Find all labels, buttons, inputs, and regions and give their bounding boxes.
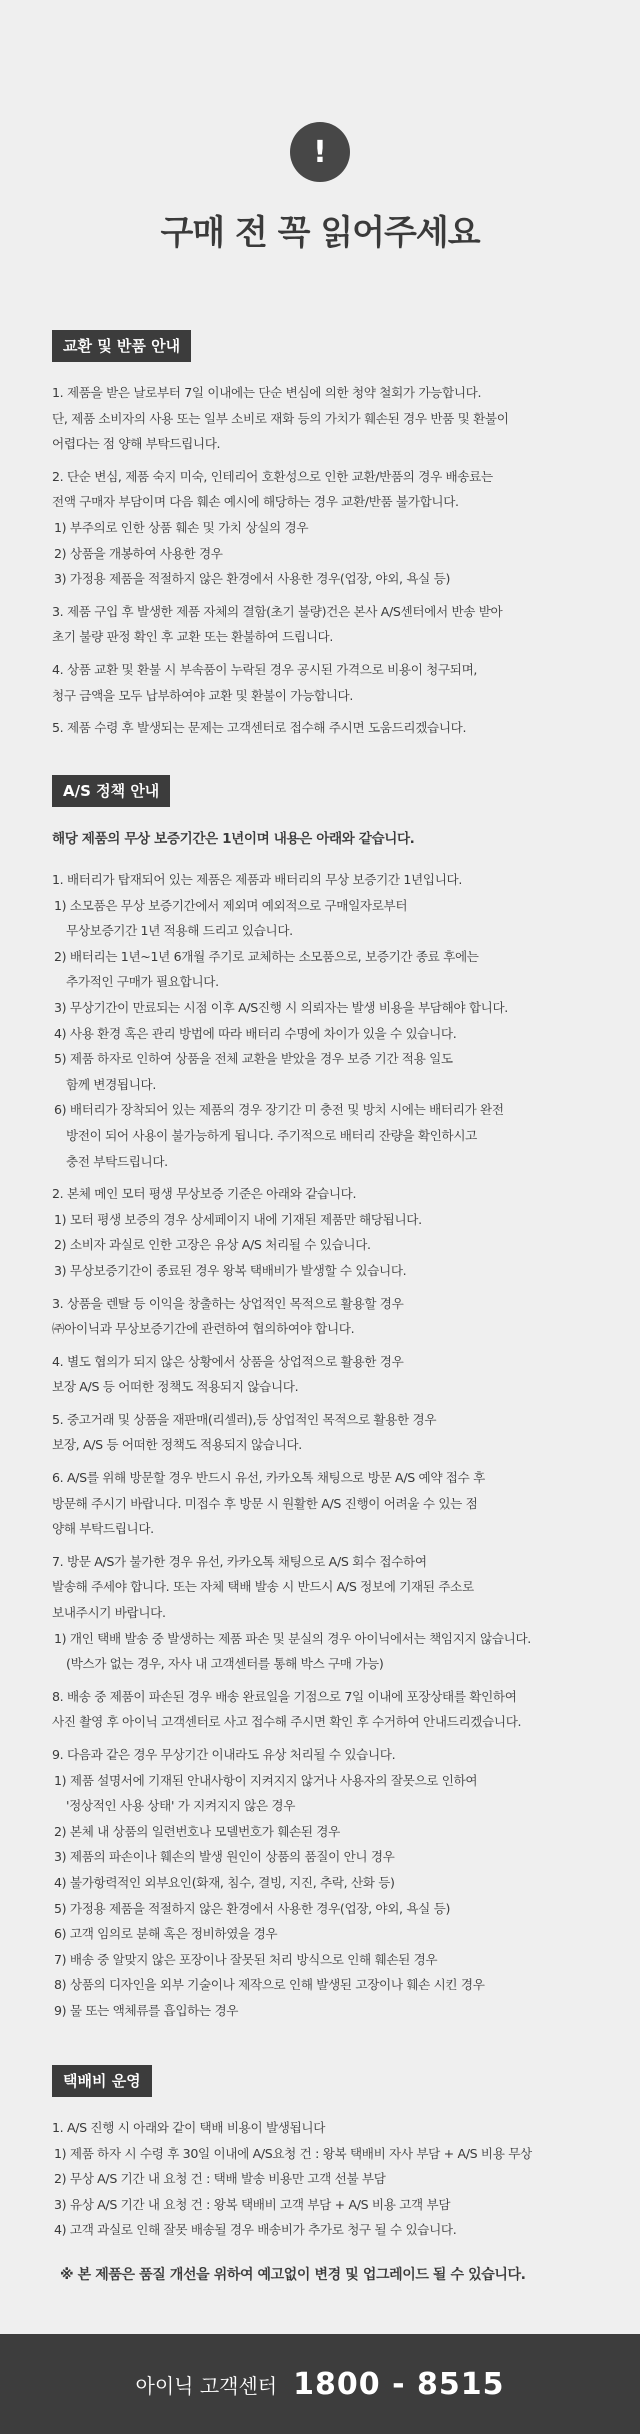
text-line: 1. 배터리가 탑재되어 있는 제품은 제품과 배터리의 무상 보증기간 1년입니다. (52, 872, 462, 887)
text-line: 5. 제품 수령 후 발생되는 문제는 고객센터로 접수해 주시면 도움드리겠습니다. (52, 720, 467, 736)
text-line: 2) 무상 A/S 기간 내 요청 건 : 택배 발송 비용만 고객 선불 부담 (54, 2171, 386, 2187)
paragraph-gap (52, 1400, 612, 1407)
text-line: 3) 무상보증기간이 종료된 경우 왕복 택배비가 발생할 수 있습니다. (54, 1262, 407, 1278)
text-line: 어렵다는 점 양해 부탁드립니다. (52, 436, 221, 452)
text-line: (박스가 없는 경우, 자사 내 고객센터를 통해 박스 구매 가능) (66, 1656, 384, 1672)
paragraph-gap (52, 1735, 612, 1742)
as-policy-heading: A/S 정책 안내 (52, 775, 170, 807)
exchange-section (52, 330, 612, 741)
text-line: 추가적인 구매가 필요합니다. (66, 974, 219, 990)
paragraph-gap (52, 1458, 612, 1465)
text-line: 6. A/S를 위해 방문할 경우 반드시 유선, 카카오톡 채팅으로 방문 A/S 예약 접수 후 (52, 1470, 485, 1486)
paragraph-gap (52, 708, 612, 715)
text-line: 8) 상품의 디자인을 외부 기술이나 제작으로 인해 발생된 고장이나 훼손 시킨 경우 (54, 1977, 485, 1993)
paragraph-gap (52, 592, 612, 599)
text-line: 9. 다음과 같은 경우 무상기간 이내라도 유상 처리될 수 있습니다. (52, 1747, 396, 1762)
text-line: 5) 제품 하자로 인하여 상품을 전체 교환을 받았을 경우 보증 기간 적용 일도 (54, 1051, 453, 1067)
text-line: 3) 가정용 제품을 적절하지 않은 환경에서 사용한 경우(업장, 야외, 욕실 등) (54, 571, 451, 587)
text-line: 4) 사용 환경 혹은 관리 방법에 따라 배터리 수명에 차이가 있을 수 있습니다. (54, 1025, 457, 1041)
text-line: 6) 고객 임의로 분해 혹은 정비하였을 경우 (54, 1926, 278, 1942)
customer-center-name: 아이닉 고객센터 (135, 2373, 278, 2398)
text-line: 1) 모터 평생 보증의 경우 상세페이지 내에 기재된 제품만 해당됩니다. (54, 1211, 422, 1227)
text-line: 전액 구매자 부담이며 다음 훼손 예시에 해당하는 경우 교환/반품 불가합니다. (52, 494, 459, 510)
text-line: 보장 A/S 등 어떠한 정책도 적용되지 않습니다. (52, 1379, 299, 1395)
exchange-heading: 교환 및 반품 안내 (52, 330, 191, 362)
text-line: 2) 소비자 과실로 인한 고장은 유상 A/S 처리될 수 있습니다. (54, 1237, 371, 1253)
text-line: 3) 무상기간이 만료되는 시점 이후 A/S진행 시 의뢰자는 발생 비용을 부담해야 합니다. (54, 999, 508, 1015)
text-line: ㈜아이닉과 무상보증기간에 관련하여 협의하여야 합니다. (52, 1321, 355, 1337)
paragraph-gap (52, 1677, 612, 1684)
text-line: 3) 유상 A/S 기간 내 요청 건 : 왕복 택배비 고객 부담 + A/S 비용 고객 부담 (54, 2196, 451, 2212)
exclamation-icon: ! (290, 122, 350, 182)
text-line: 초기 불량 판정 확인 후 교환 또는 환불하여 드립니다. (52, 629, 334, 645)
text-line: 1. A/S 진행 시 아래와 같이 택배 비용이 발생됩니다 (52, 2120, 326, 2135)
text-line: 방문해 주시기 바랍니다. 미접수 후 방문 시 원활한 A/S 진행이 어려울 수 있는 점 (52, 1495, 478, 1511)
text-line: 2) 본체 내 상품의 일련번호나 모델번호가 훼손된 경우 (54, 1823, 340, 1839)
page-title: 구매 전 꼭 읽어주세요 (160, 213, 480, 253)
text-line: 3. 상품을 렌탈 등 이익을 창출하는 상업적인 목적으로 활용할 경우 (52, 1295, 404, 1311)
text-line: 단, 제품 소비자의 사용 또는 일부 소비로 재화 등의 가치가 훼손된 경우 반품 및 환불이 (52, 410, 509, 426)
notice-text: ※ 본 제품은 품질 개선을 위하여 예고없이 변경 및 업그레이드 될 수 있습니다. (60, 2266, 526, 2283)
exchange-body (52, 380, 612, 741)
text-line: 사진 촬영 후 아이닉 고객센터로 사고 접수해 주시면 확인 후 수거하여 안내드리겠습니다. (52, 1714, 522, 1730)
text-line: 1) 부주의로 인한 상품 훼손 및 가치 상실의 경우 (54, 519, 309, 535)
shipping-body (52, 2115, 612, 2243)
text-line: 발송해 주세야 합니다. 또는 자체 택배 발송 시 반드시 A/S 정보에 기재된 주소로 (52, 1579, 474, 1595)
customer-center-phone[interactable]: 1800 - 8515 (293, 2366, 505, 2402)
text-line: 3. 제품 구입 후 발생한 제품 자체의 결함(초기 불량)건은 본사 A/S센터에서 반송 받아 (52, 603, 503, 619)
text-line: 충전 부탁드립니다. (66, 1153, 168, 1169)
text-line: 7) 배송 중 알맞지 않은 포장이나 잘못된 처리 방식으로 인해 훼손된 경우 (54, 1951, 438, 1967)
text-line: 2. 본체 메인 모터 평생 무상보증 기준은 아래와 같습니다. (52, 1186, 357, 1202)
text-line: 8. 배송 중 제품이 파손된 경우 배송 완료일을 기점으로 7일 이내에 포장상태를 확인하여 (52, 1688, 517, 1704)
as-policy-section (52, 775, 612, 2024)
text-line: 1) 제품 하자 시 수령 후 30일 이내에 A/S요청 건 : 왕복 택배비 자사 부담 + A/S 비용 무상 (54, 2145, 532, 2161)
paragraph-gap (52, 1284, 612, 1291)
shipping-section (52, 2065, 612, 2287)
text-line: 4) 불가항력적인 외부요인(화재, 침수, 결빙, 지진, 추락, 산화 등) (54, 1874, 395, 1890)
text-line: 2. 단순 변심, 제품 숙지 미숙, 인테리어 호환성으로 인한 교환/반품의 경우 배송료는 (52, 468, 493, 484)
text-line: 1) 개인 택배 발송 중 발생하는 제품 파손 및 분실의 경우 아이닉에서는 책임지지 않습니다. (54, 1630, 531, 1646)
text-line: 청구 금액을 모두 납부하여야 교환 및 환불이 가능합니다. (52, 687, 353, 703)
text-line: 7. 방문 A/S가 불가한 경우 유선, 카카오톡 채팅으로 A/S 회수 접수하여 (52, 1553, 427, 1569)
text-line: 2) 상품을 개봉하여 사용한 경우 (54, 545, 223, 561)
text-line: 3) 제품의 파손이나 훼손의 발생 원인이 상품의 품질이 안니 경우 (54, 1849, 395, 1865)
text-line: 1) 제품 설명서에 기재된 안내사항이 지켜지지 않거나 사용자의 잘못으로 인하여 (54, 1772, 478, 1788)
text-line: 4. 상품 교환 및 환불 시 부속품이 누락된 경우 공시된 가격으로 비용이 청구되며, (52, 661, 478, 677)
text-line: 9) 물 또는 액체류를 흡입하는 경우 (54, 2002, 239, 2018)
text-line: 1. 제품을 받은 날로부터 7일 이내에는 단순 변심에 의한 청약 철회가 가능합니다. (52, 385, 482, 400)
paragraph-gap (52, 1542, 612, 1549)
text-line: 양해 부탁드립니다. (52, 1521, 154, 1537)
text-line: 방전이 되어 사용이 불가능하게 됩니다. 주기적으로 배터리 잔량을 확인하시고 (66, 1127, 477, 1143)
text-line: 보내주시기 바랍니다. (52, 1605, 166, 1621)
paragraph-gap (52, 457, 612, 464)
text-line: 보장, A/S 등 어떠한 정책도 적용되지 않습니다. (52, 1437, 302, 1453)
text-line: 1) 소모품은 무상 보증기간에서 제외며 예외적으로 구매일자로부터 (54, 897, 408, 913)
paragraph-gap (52, 1342, 612, 1349)
paragraph-gap (52, 650, 612, 657)
paragraph-gap (52, 1174, 612, 1181)
text-line: 함께 변경됩니다. (66, 1076, 157, 1092)
text-line: 5. 중고거래 및 상품을 재판매(리셀러),등 상업적인 목적으로 활용한 경우 (52, 1411, 437, 1427)
shipping-heading: 택배비 운영 (52, 2065, 152, 2097)
text-line: 4. 별도 협의가 되지 않은 상황에서 상품을 상업적으로 활용한 경우 (52, 1353, 404, 1369)
text-line: 6) 배터리가 장착되어 있는 제품의 경우 장기간 미 충전 및 방치 시에는 배터리가 완전 (54, 1102, 504, 1118)
text-line: 4) 고객 과실로 인해 잘못 배송될 경우 배송비가 추가로 청구 될 수 있습니다. (54, 2222, 457, 2238)
text-line: 2) 배터리는 1년~1년 6개월 주기로 교체하는 소모품으로, 보증기간 종료 후에는 (54, 948, 479, 964)
text-line: '정상적인 사용 상태' 가 지켜지지 않은 경우 (66, 1798, 296, 1814)
text-line: 무상보증기간 1년 적용해 드리고 있습니다. (66, 923, 293, 939)
text-line: 5) 가정용 제품을 적절하지 않은 환경에서 사용한 경우(업장, 야외, 욕실 등) (54, 1900, 451, 1916)
as-policy-body (52, 867, 612, 2024)
as-policy-lead: 해당 제품의 무상 보증기간은 1년이며 내용은 아래와 같습니다. (52, 831, 415, 847)
footer-bar (0, 2334, 640, 2434)
